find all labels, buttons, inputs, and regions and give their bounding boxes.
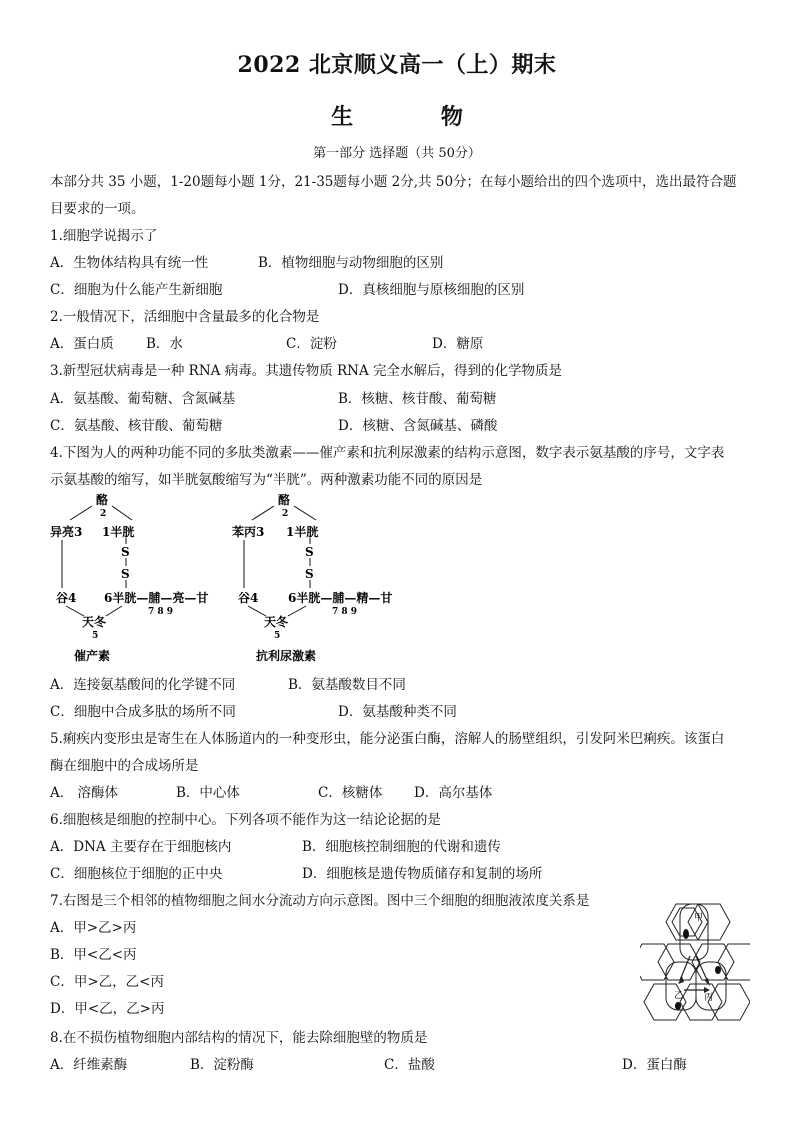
option-c: C．淀粉 [286, 336, 337, 352]
question-stem: 示氨基酸的缩写，如半胱氨酸缩写为“半胱”。两种激素功能不同的原因是 [50, 472, 483, 488]
option-b: B．氨基酸数目不同 [288, 677, 406, 693]
residue-number: 2 [282, 509, 289, 519]
option-c: C．盐酸 [384, 1057, 435, 1073]
option-d: D．真核细胞与原核细胞的区别 [338, 282, 525, 298]
residue-glu: 谷4 [238, 591, 259, 605]
cell-b-label: 乙 [674, 991, 684, 1001]
residue-tyr: 酪 [96, 493, 109, 507]
option-a: A．生物体结构具有统一性 [50, 255, 209, 271]
residue-number: 5 [92, 631, 99, 641]
option-b: B．中心体 [176, 785, 240, 801]
question-stem: 4.下图为人的两种功能不同的多肽类激素——催产素和抗利尿激素的结构示意图，数字表示氨基酸的序号，文字表 [50, 445, 725, 461]
option-b: B．植物细胞与动物细胞的区别 [258, 255, 444, 271]
option-d: D．细胞核是遗传物质储存和复制的场所 [302, 866, 543, 882]
cell-a-label: 甲 [694, 913, 704, 923]
residue-number: 2 [100, 509, 107, 519]
option-c: C．细胞为什么能产生新细胞 [50, 282, 223, 298]
option-d: D．核糖、含氮碱基、磷酸 [338, 418, 498, 434]
option-d: D．糖原 [432, 336, 484, 352]
vasopressin-structure [232, 492, 392, 663]
question-stem: 2.一般情况下，活细胞中含量最多的化合物是 [50, 309, 320, 325]
option-b: B．甲<乙<丙 [50, 947, 137, 963]
page-title: 2022 北京顺义高一（上）期末 [237, 52, 557, 78]
option-b: B．淀粉酶 [190, 1057, 254, 1073]
option-b: B．核糖、核苷酸、葡萄糖 [338, 391, 497, 407]
option-d: D．蛋白酶 [622, 1057, 687, 1073]
intro-line: 本部分共 35 小题，1-20题每小题 1分，21-35题每小题 2分,共 50分；在每小题给出的四个选项中，选出最符合题 [50, 174, 737, 190]
option-d: D．甲<乙，乙>丙 [50, 1001, 165, 1017]
option-a: A．纤维素酶 [50, 1057, 128, 1073]
disulfide-s: S [305, 567, 314, 581]
option-d: D．高尔基体 [414, 785, 493, 801]
option-a: A．蛋白质 [50, 336, 114, 352]
peptide-chain: 6半胱—脯—精—甘 [288, 591, 393, 605]
oxytocin-structure [50, 492, 208, 663]
residue-asn: 天冬 [264, 615, 289, 629]
residue-number: 5 [274, 631, 281, 641]
option-a: A．连接氨基酸间的化学键不同 [50, 677, 236, 693]
option-c: C．核糖体 [318, 785, 383, 801]
option-a: A． 溶酶体 [50, 785, 119, 801]
option-a: A．DNA 主要存在于细胞核内 [50, 839, 232, 855]
hormone-name: 抗利尿激素 [256, 649, 317, 663]
option-d: D．氨基酸种类不同 [338, 704, 457, 720]
cell-c-label: 丙 [704, 993, 714, 1003]
hormone-name: 催产素 [74, 649, 111, 663]
option-a: A．氨基酸、葡萄糖、含氮碱基 [50, 391, 236, 407]
residue-numbers: 7 8 9 [148, 607, 174, 617]
residue-glu: 谷4 [56, 591, 77, 605]
question-stem: 5.痢疾内变形虫是寄生在人体肠道内的一种变形虫，能分泌蛋白酶，溶解人的肠壁组织，引发阿米巴痢疾。该蛋白 [50, 731, 725, 747]
residue-numbers: 7 8 9 [332, 607, 358, 617]
hormone-structure-figure [40, 490, 420, 670]
question-stem: 3.新型冠状病毒是一种 RNA 病毒。其遗传物质 RNA 完全水解后，得到的化学物质是 [50, 363, 562, 379]
subject-title: 生 物 [331, 104, 503, 130]
option-b: B．细胞核控制细胞的代谢和遗传 [302, 839, 501, 855]
question-stem: 酶在细胞中的合成场所是 [50, 758, 199, 774]
intro-line: 目要求的一项。 [50, 201, 145, 217]
residue-tyr: 酪 [278, 493, 291, 507]
disulfide-s: S [121, 545, 130, 559]
plant-cells-figure [640, 898, 750, 1030]
residue-cys: 1半胱 [102, 525, 135, 539]
section-title: 第一部分 选择题（共 50分） [313, 146, 481, 161]
option-c: C．甲>乙，乙<丙 [50, 974, 164, 990]
residue-ile: 异亮3 [50, 525, 83, 539]
option-c: C．细胞中合成多肽的场所不同 [50, 704, 236, 720]
residue-cys: 1半胱 [286, 525, 319, 539]
peptide-chain: 6半胱—脯—亮—甘 [104, 591, 209, 605]
residue-asn: 天冬 [82, 615, 107, 629]
question-stem: 7.右图是三个相邻的植物细胞之间水分流动方向示意图。图中三个细胞的细胞液浓度关系是 [50, 893, 590, 909]
option-c: C．氨基酸、核苷酸、葡萄糖 [50, 418, 223, 434]
option-c: C．细胞核位于细胞的正中央 [50, 866, 223, 882]
question-stem: 8.在不损伤植物细胞内部结构的情况下，能去除细胞壁的物质是 [50, 1030, 428, 1046]
option-a: A．甲>乙>丙 [50, 920, 137, 936]
disulfide-s: S [121, 567, 130, 581]
disulfide-s: S [305, 545, 314, 559]
residue-phe: 苯丙3 [232, 525, 265, 539]
question-stem: 1.细胞学说揭示了 [50, 228, 158, 244]
option-b: B．水 [146, 336, 183, 352]
question-stem: 6.细胞核是细胞的控制中心。下列各项不能作为这一结论论据的是 [50, 812, 441, 828]
